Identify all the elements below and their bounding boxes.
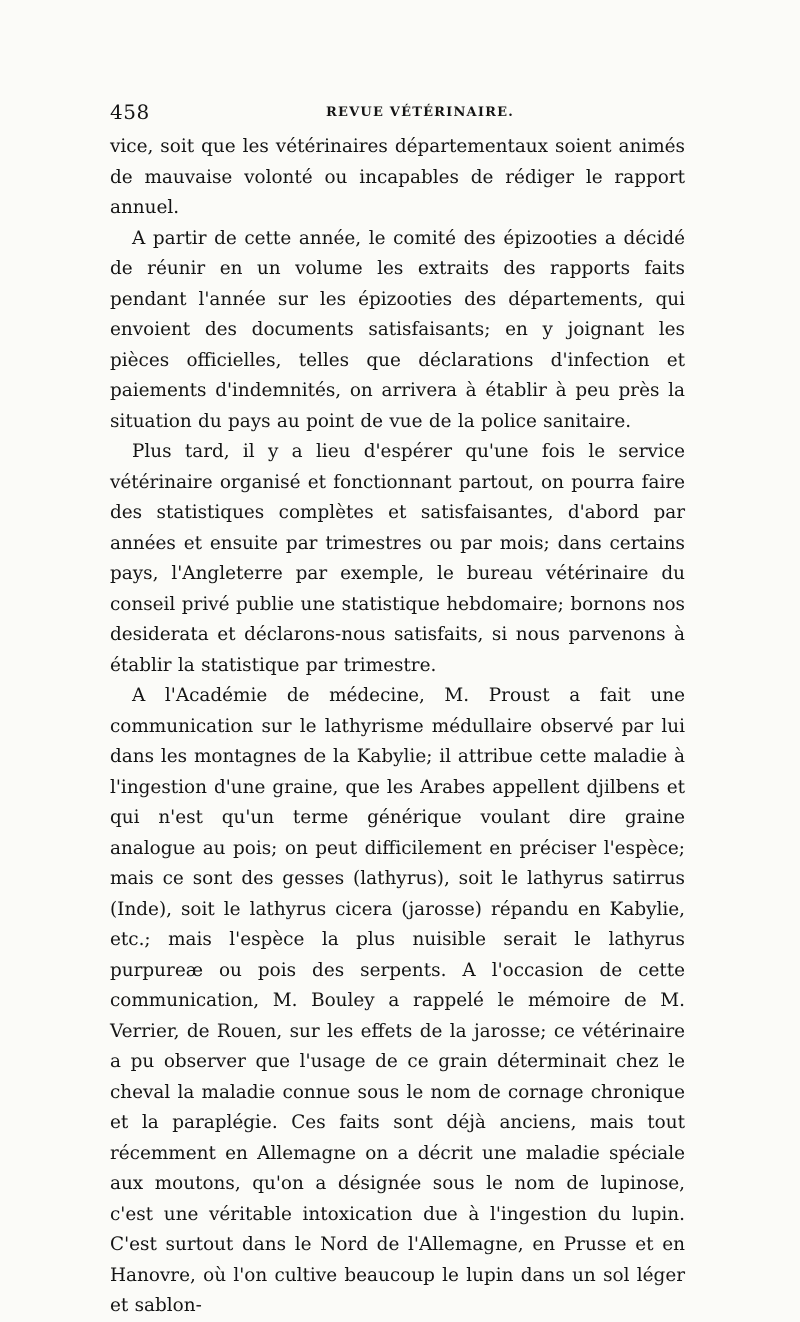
running-title: REVUE VÉTÉRINAIRE. [326, 105, 514, 120]
body-text [110, 132, 685, 1322]
paragraph-statistiques: Plus tard, il y a lieu d'espérer qu'une fois le service vétérinaire organisé et fonctionnant partout, on pourra faire des statistiques complètes et satisfaisantes, d'abord par années et ensuite par trimestres ou par mois; dans certains pays, l'Angleterre par exemple, le bureau vétérinaire du conseil privé publie une statistique hebdomaire; bornons nos desiderata et déclarons-nous satisfaits, si nous parvenons à établir la statistique par trimestre. [110, 441, 685, 676]
paragraph-continuation: vice, soit que les vétérinaires départementaux soient animés de mauvaise volonté ou incapables de rédiger le rapport annuel. [110, 136, 685, 218]
page-number: 458 [110, 100, 150, 124]
paragraph-comite-epizooties: A partir de cette année, le comité des épizooties a décidé de réunir en un volume les extraits des rapports faits pendant l'année sur les épizooties des départements, qui envoient des documents satisfaisants; en y joignant les pièces officielles, telles que déclarations d'infection et paiements d'indemnités, on arrivera à établir à peu près la situation du pays au point de vue de la police sanitaire. [110, 227, 685, 432]
page-header [110, 100, 690, 126]
paragraph-academie-medecine: A l'Académie de médecine, M. Proust a fait une communication sur le lathyrisme médullaire observé par lui dans les montagnes de la Kabylie; il attribue cette maladie à l'ingestion d'une graine, que les Arabes appellent djilbens et qui n'est qu'un terme générique voulant dire graine analogue au pois; on peut difficilement en préciser l'espèce; mais ce sont des gesses (lathyrus), soit le lathyrus satirrus (Inde), soit le lathyrus cicera (jarosse) répandu en Kabylie, etc.; mais l'espèce la plus nuisible serait le lathyrus purpureæ ou pois des serpents. A l'occasion de cette communication, M. Bouley a rappelé le mémoire de M. Verrier, de Rouen, sur les effets de la jarosse; ce vétérinaire a pu observer que l'usage de ce grain déterminait chez le cheval la maladie connue sous le nom de cornage chronique et la paraplégie. Ces faits sont déjà anciens, mais tout récemment en Allemagne on a décrit une maladie spéciale aux moutons, qu'on a désignée sous le nom de lupinose, c'est une véritable intoxication due à l'ingestion du lupin. C'est surtout dans le Nord de l'Allemagne, en Prusse et en Hanovre, où l'on cultive beaucoup le lupin dans un sol léger et sablon- [110, 685, 685, 1316]
